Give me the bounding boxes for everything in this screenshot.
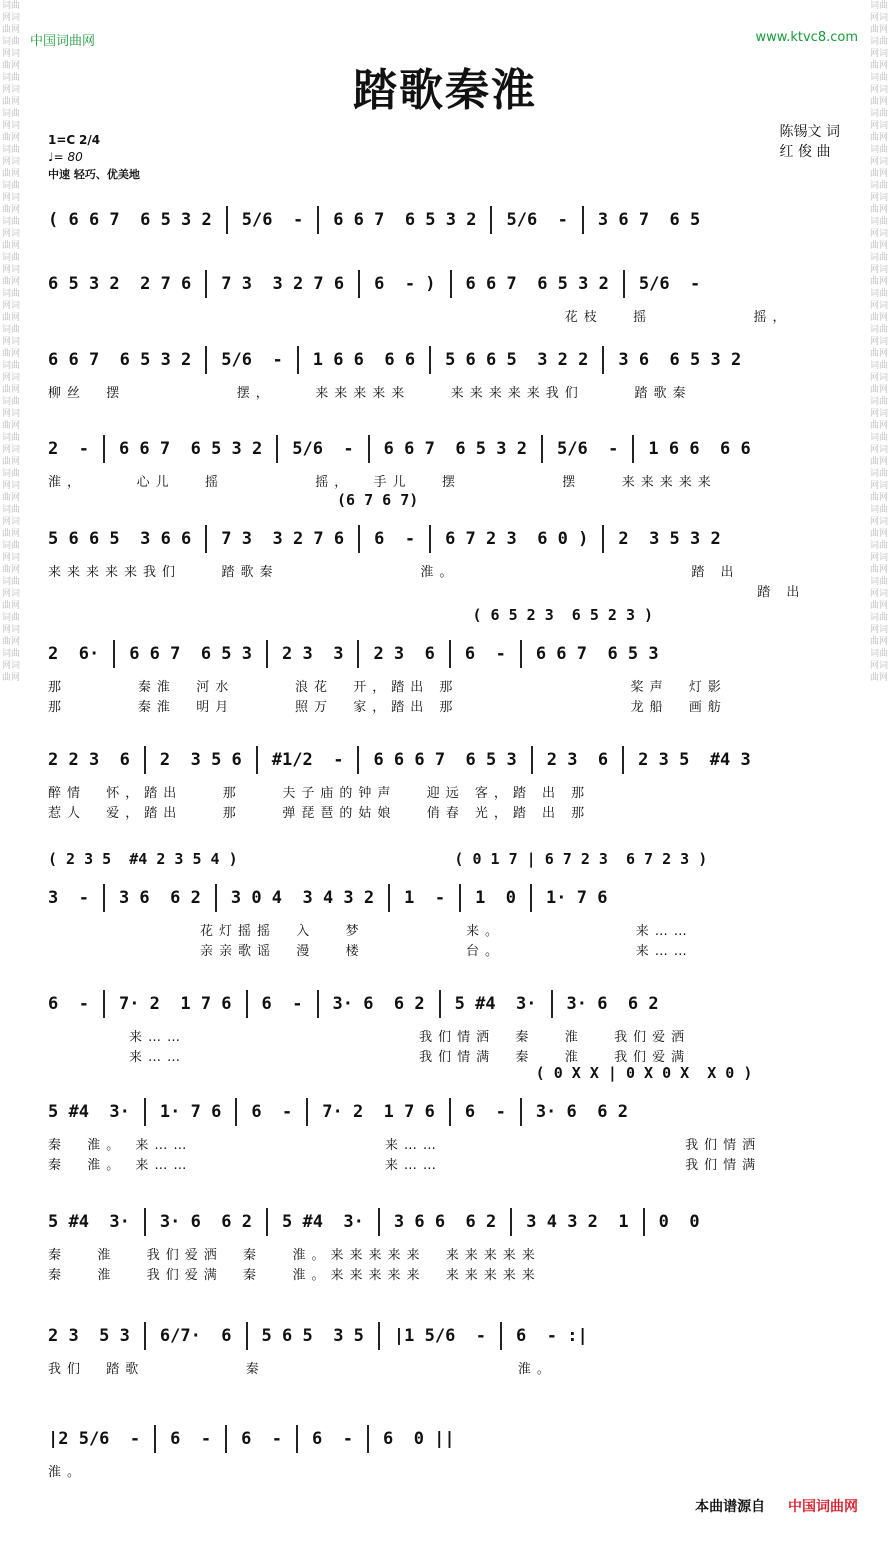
measure: 2 3 5 6 — [159, 750, 242, 770]
measure: 6 6 7 6 5 3 2 — [465, 274, 609, 294]
measure: 5 6 6 5 3 6 6 — [48, 529, 192, 549]
measure: 1 6 6 6 6 — [648, 439, 751, 459]
measure: 0 0 — [658, 1212, 700, 1232]
measure: 3 6 6 6 2 — [393, 1212, 497, 1232]
bar-line — [205, 525, 207, 553]
measure: 2 2 3 6 — [48, 750, 130, 770]
bar-line — [154, 1425, 156, 1453]
time-signature: 2/4 — [79, 133, 101, 147]
lyric-line: 来来来来来我们 踏歌秦 淮。 踏 出 — [48, 565, 740, 580]
song-title: 踏歌秦淮 — [353, 65, 537, 116]
lyric-line: 淮， 心儿 摇 摇， 手儿 摆 摆 来来来来来 — [48, 475, 717, 490]
measure: 5 6 5 3 5 — [261, 1326, 364, 1346]
lyric-line: 那 秦淮 明月 照万 家，踏出 那 龙船 画舫 — [48, 700, 727, 715]
lyric-line: 秦 淮。 来…… 来…… 我们情满 — [48, 1158, 762, 1173]
bar-line — [500, 1322, 502, 1350]
bar-line — [266, 640, 268, 668]
notes-line — [48, 1322, 840, 1350]
measure: 6 6 7 6 5 3 — [535, 644, 659, 664]
bar-line — [144, 1322, 146, 1350]
lyric-line: 亲亲歌谣 漫 楼 台。 来…… — [48, 944, 693, 959]
lyric-line: 淮。 — [48, 1465, 87, 1480]
bar-line — [357, 746, 359, 774]
bar-line — [582, 206, 584, 234]
measure: 6 6 6 7 6 5 3 — [373, 750, 517, 770]
lyric-line: 秦 淮 我们爱满 秦 淮。来来来来来 来来来来来 — [48, 1268, 541, 1283]
measure: 5 #4 3· — [282, 1212, 364, 1232]
bar-line — [266, 1208, 268, 1236]
measure: |1 5/6 - — [393, 1326, 487, 1346]
notes-line — [48, 270, 840, 298]
notes-line — [48, 884, 840, 912]
bar-line — [246, 1322, 248, 1350]
measure: 3 - — [48, 888, 89, 908]
bar-line — [632, 435, 634, 463]
measure: 6 - :| — [516, 1326, 588, 1346]
measure: 2 3 3 — [282, 644, 344, 664]
lyric-line: 秦 淮 我们爱洒 秦 淮。来来来来来 来来来来来 — [48, 1248, 541, 1263]
bar-line — [643, 1208, 645, 1236]
measure: 1 0 — [475, 888, 517, 908]
measure: 6 0 || — [382, 1429, 455, 1449]
bar-line — [297, 346, 299, 374]
measure: 3 6 7 6 5 — [597, 210, 701, 230]
tempo-marking: ♩= 80 — [48, 150, 83, 164]
measure: 7 3 3 2 7 6 — [221, 274, 345, 294]
bar-line — [449, 1098, 451, 1126]
measure: 6 - — [374, 529, 416, 549]
site-name-left[interactable]: 中国词曲网 — [30, 34, 96, 49]
bar-line — [623, 270, 625, 298]
measure: 6/7· 6 — [159, 1326, 232, 1346]
bar-line — [357, 640, 359, 668]
measure: 1 - — [404, 888, 446, 908]
measure: 6 - — [170, 1429, 212, 1449]
measure: 3· 6 6 2 — [332, 994, 425, 1014]
bar-line — [306, 1098, 308, 1126]
bar-line — [378, 1322, 380, 1350]
bar-line — [449, 640, 451, 668]
lyricist-credit: 陈锡文 词 — [779, 124, 840, 140]
measure: 2 - — [48, 439, 89, 459]
bar-line — [541, 435, 543, 463]
measure: 3· 6 6 2 — [566, 994, 659, 1014]
bar-line — [388, 884, 390, 912]
interlude-notes: ( 6 5 2 3 6 5 2 3 ) — [48, 606, 654, 624]
measure: 2 3 6 — [373, 644, 435, 664]
bar-line — [205, 346, 207, 374]
measure: 3 6 6 5 3 2 — [618, 350, 742, 370]
bar-line — [113, 640, 115, 668]
measure: 6 - — [241, 1429, 283, 1449]
measure: 5 6 6 5 3 2 2 — [445, 350, 589, 370]
bar-line — [256, 746, 258, 774]
bar-line — [103, 435, 105, 463]
measure: 5/6 - — [241, 210, 304, 230]
measure: 5 #4 3· — [48, 1102, 130, 1122]
bar-line — [530, 884, 532, 912]
measure: 5/6 - — [506, 210, 568, 230]
measure: 6 - — [312, 1429, 353, 1449]
notes-line — [48, 346, 840, 374]
bar-line — [510, 1208, 512, 1236]
measure: 5/6 - — [556, 439, 619, 459]
measure: 6 - — [464, 1102, 506, 1122]
footer — [695, 1496, 858, 1516]
notes-line — [48, 435, 840, 463]
measure: 6 7 2 3 6 0 ) — [445, 529, 589, 549]
lyric-line: 柳丝 摆 摆， 来来来来来 来来来来来我们 踏歌秦 — [48, 386, 692, 401]
bar-line — [368, 435, 370, 463]
bar-line — [226, 206, 228, 234]
bar-line — [459, 884, 461, 912]
measure: 5 #4 3· — [48, 1212, 130, 1232]
lyric-line: 踏 出 — [48, 585, 806, 600]
measure: 7· 2 1 7 6 — [322, 1102, 435, 1122]
lyric-line: 花枝 摇 摇， — [48, 310, 792, 325]
measure: |2 5/6 - — [48, 1429, 141, 1449]
measure: 1· 7 6 — [546, 888, 608, 908]
measure: 5/6 - — [221, 350, 283, 370]
measure: 2 3 6 — [546, 750, 609, 770]
site-url-right[interactable]: www.ktvc8.com — [755, 30, 858, 45]
measure: 5 #4 3· — [454, 994, 537, 1014]
measure: 3· 6 6 2 — [159, 1212, 253, 1232]
bar-line — [144, 746, 146, 774]
measure: 6 5 3 2 2 7 6 — [48, 274, 192, 294]
bar-line — [246, 990, 248, 1018]
interlude-notes: (6 7 6 7) — [48, 491, 419, 509]
bar-line — [551, 990, 553, 1018]
notes-line — [48, 1098, 840, 1126]
bar-line — [490, 206, 492, 234]
bar-line — [367, 1425, 369, 1453]
lyric-line: 秦 淮。 来…… 来…… 我们情洒 — [48, 1138, 762, 1153]
measure: 6 6 7 6 5 3 2 — [118, 439, 263, 459]
measure: 5/6 - — [292, 439, 354, 459]
interlude-notes: ( 0 X X | 0 X 0 X X 0 ) — [48, 1064, 753, 1082]
measure: 2 3 5 #4 3 — [638, 750, 751, 770]
measure: 1 6 6 6 6 — [312, 350, 416, 370]
notes-line — [48, 1425, 840, 1453]
notes-line — [48, 525, 840, 553]
lyric-line: 来…… 我们情满 秦 淮 我们爱满 — [48, 1050, 691, 1065]
bar-line — [358, 270, 360, 298]
side-watermark-right: 词曲网词曲网词曲网词曲网词曲网词曲网词曲网词曲网词曲网词曲网词曲网词曲网词曲网词曲网词曲网词曲网词曲网词曲网词曲网词曲网词曲网词曲网词曲网词曲网词曲网词曲网词曲网词曲网词曲网词曲网词曲网词曲网词曲网词曲网词曲网词曲网词曲网词曲网 — [870, 1, 888, 683]
measure: 6 6 7 6 5 3 2 — [383, 439, 527, 459]
measure: #1/2 - — [271, 750, 344, 770]
bar-line — [520, 1098, 522, 1126]
bar-line — [429, 346, 431, 374]
footer-brand[interactable]: 中国词曲网 — [788, 1499, 858, 1515]
measure: 5/6 - — [638, 274, 701, 294]
lyric-line: 我们 踏歌 秦 淮。 — [48, 1362, 556, 1377]
measure: 3 4 3 2 1 — [526, 1212, 629, 1232]
measure: 3 6 6 2 — [118, 888, 201, 908]
bar-line — [215, 884, 217, 912]
bar-line — [205, 270, 207, 298]
measure: 7· 2 1 7 6 — [118, 994, 232, 1014]
measure: 6 6 7 6 5 3 2 — [48, 350, 192, 370]
bar-line — [296, 1425, 298, 1453]
footer-source: 本曲谱源自 — [695, 1499, 766, 1515]
measure: 3· 6 6 2 — [535, 1102, 628, 1122]
notes-line — [48, 640, 840, 668]
lyric-line: 花灯摇摇 入 梦 来。 来…… — [48, 924, 693, 939]
bar-line — [225, 1425, 227, 1453]
lyric-line: 醉情 怀，踏出 那 夫子庙的钟声 迎远 客，踏 出 那 — [48, 786, 591, 801]
measure: 3 0 4 3 4 3 2 — [230, 888, 375, 908]
bar-line — [358, 525, 360, 553]
composer-credit: 红 俊 曲 — [779, 144, 831, 160]
lyric-line: 来…… 我们情洒 秦 淮 我们爱洒 — [48, 1030, 691, 1045]
lyric-line: 惹人 爱，踏出 那 弹琵琶的姑娘 俏春 光，踏 出 那 — [48, 806, 591, 821]
measure: 6 6 7 6 5 3 2 — [333, 210, 477, 230]
bar-line — [602, 346, 604, 374]
measure: 7 3 3 2 7 6 — [221, 529, 345, 549]
side-watermark-left: 词曲网词曲网词曲网词曲网词曲网词曲网词曲网词曲网词曲网词曲网词曲网词曲网词曲网词曲网词曲网词曲网词曲网词曲网词曲网词曲网词曲网词曲网词曲网词曲网词曲网词曲网词曲网词曲网词曲网词曲网词曲网词曲网词曲网词曲网词曲网词曲网词曲网词曲网 — [2, 1, 20, 683]
bar-line — [144, 1208, 146, 1236]
measure: 1· 7 6 — [159, 1102, 222, 1122]
bar-line — [103, 884, 105, 912]
bar-line — [429, 525, 431, 553]
bar-line — [144, 1098, 146, 1126]
measure: 2 6· — [48, 644, 100, 664]
measure: 6 6 7 6 5 3 — [129, 644, 253, 664]
bar-line — [602, 525, 604, 553]
bar-line — [276, 435, 278, 463]
bar-line — [520, 640, 522, 668]
style-marking: 中速 轻巧、优美地 — [48, 168, 140, 181]
notes-line — [48, 746, 840, 774]
bar-line — [378, 1208, 380, 1236]
bar-line — [317, 206, 319, 234]
score-meta — [48, 132, 140, 183]
measure: 6 - — [48, 994, 89, 1014]
measure: 2 3 5 3 2 — [618, 529, 721, 549]
bar-line — [439, 990, 441, 1018]
lyric-line: 那 秦淮 河水 浪花 开，踏出 那 桨声 灯影 — [48, 680, 727, 695]
bar-line — [235, 1098, 237, 1126]
key-signature: 1=C — [48, 133, 76, 147]
interlude-notes: ( 2 3 5 #4 2 3 5 4 ) ( 0 1 7 | 6 7 2 3 6 7 2 3 ) — [48, 850, 708, 868]
measure: 2 3 5 3 — [48, 1326, 130, 1346]
measure: 6 - ) — [374, 274, 436, 294]
bar-line — [103, 990, 105, 1018]
bar-line — [622, 746, 624, 774]
measure: 6 - — [251, 1102, 293, 1122]
measure: ( 6 6 7 6 5 3 2 — [48, 210, 212, 230]
bar-line — [317, 990, 319, 1018]
notes-line — [48, 990, 840, 1018]
bar-line — [531, 746, 533, 774]
notes-line — [48, 206, 840, 234]
credits — [780, 122, 840, 162]
notes-line — [48, 1208, 840, 1236]
measure: 6 - — [464, 644, 506, 664]
bar-line — [450, 270, 452, 298]
measure: 6 - — [261, 994, 303, 1014]
